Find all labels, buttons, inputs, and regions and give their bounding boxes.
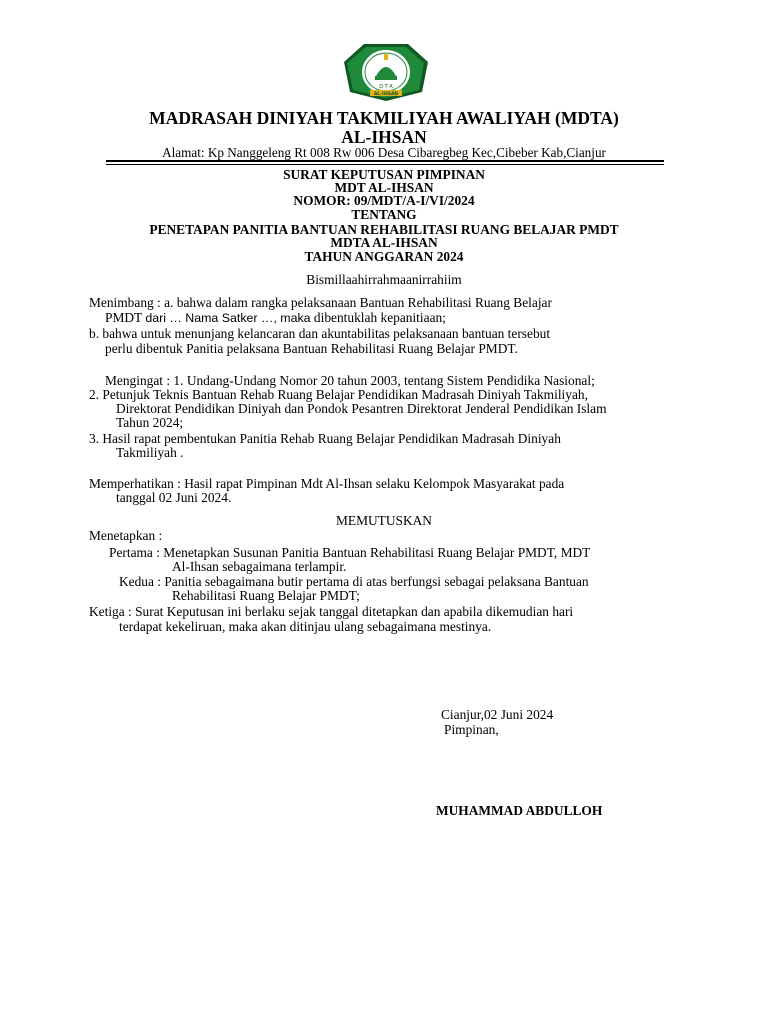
mengingat-line4: Tahun 2024; xyxy=(116,415,184,430)
school-logo xyxy=(342,42,430,102)
decree-institution: MDT AL-IHSAN xyxy=(334,180,434,195)
kedua-line2: Rehabilitasi Ruang Belajar PMDT; xyxy=(172,588,360,603)
decree-number: NOMOR: 09/MDT/A-I/VI/2024 xyxy=(293,193,475,208)
mengingat-line6: Takmiliyah . xyxy=(116,445,184,460)
decree-subject: PENETAPAN PANITIA BANTUAN REHABILITASI RUANG BELAJAR PMDT xyxy=(149,222,619,237)
ketiga-line1: Ketiga : Surat Keputusan ini berlaku sejak tanggal ditetapkan dan apabila dikemudian hari xyxy=(89,604,574,619)
menetapkan-label: Menetapkan : xyxy=(89,528,163,543)
header-divider-thin xyxy=(106,164,664,165)
memutuskan-heading: MEMUTUSKAN xyxy=(336,513,432,528)
school-short-name: AL-IHSAN xyxy=(341,127,427,147)
pertama-line2: Al-Ihsan sebagaimana terlampir. xyxy=(172,559,347,574)
kedua-line1: Kedua : Panitia sebagaimana butir pertama di atas berfungsi sebagai pelaksana Bantuan xyxy=(119,574,589,589)
menimbang-b-line1: b. bahwa untuk menunjang kelancaran dan akuntabilitas pelaksanaan bantuan tersebut xyxy=(89,326,551,341)
pertama-line1: Pertama : Menetapkan Susunan Panitia Bantuan Rehabilitasi Ruang Belajar PMDT, MDT xyxy=(109,545,591,560)
mengingat-line2: 2. Petunjuk Teknis Bantuan Rehab Ruang Belajar Pendidikan Madrasah Diniyah Takmiliyah, xyxy=(89,387,588,402)
menimbang-b-line2: perlu dibentuk Panitia pelaksana Bantuan Rehabilitasi Ruang Belajar PMDT. xyxy=(105,341,518,356)
signature-role: Pimpinan, xyxy=(444,722,499,737)
svg-text:AL-IHSAN: AL-IHSAN xyxy=(373,92,399,97)
mengingat-line1: Mengingat : 1. Undang-Undang Nomor 20 tahun 2003, tentang Sistem Pendidika Nasional; xyxy=(105,373,595,388)
decree-subject-line2: MDTA AL-IHSAN xyxy=(330,235,438,250)
signatory-name: MUHAMMAD ABDULLOH xyxy=(436,803,603,818)
school-address: Alamat: Kp Nanggeleng Rt 008 Rw 006 Desa Cibaregbeg Kec,Cibeber Kab,Cianjur xyxy=(162,145,606,160)
bismillah: Bismillaahirrahmaanirrahiim xyxy=(306,272,462,287)
school-name: MADRASAH DINIYAH TAKMILIYAH AWALIYAH (MDTA) xyxy=(149,108,619,128)
ketiga-line2: terdapat kekeliruan, maka akan ditinjau ulang sebagaimana mestinya. xyxy=(119,619,492,634)
decree-about: TENTANG xyxy=(351,207,417,222)
mengingat-line5: 3. Hasil rapat pembentukan Panitia Rehab Ruang Belajar Pendidikan Madrasah Diniyah xyxy=(89,431,561,446)
svg-text:D T A: D T A xyxy=(379,84,393,90)
memperhatikan-line1: Memperhatikan : Hasil rapat Pimpinan Mdt Al-Ihsan selaku Kelompok Masyarakat pada xyxy=(89,476,565,491)
decree-title: SURAT KEPUTUSAN PIMPINAN xyxy=(283,167,485,182)
signature-place-date: Cianjur,02 Juni 2024 xyxy=(441,707,554,722)
decree-year: TAHUN ANGGARAN 2024 xyxy=(304,249,464,264)
menimbang-a-line1: Menimbang : a. bahwa dalam rangka pelaksanaan Bantuan Rehabilitasi Ruang Belajar xyxy=(89,295,552,310)
header-divider xyxy=(106,160,664,162)
menimbang-a-line2: PMDT dari … Nama Satker …, maka dibentuklah kepanitiaan; xyxy=(105,310,446,325)
memperhatikan-line2: tanggal 02 Juni 2024. xyxy=(116,490,232,505)
mengingat-line3: Direktorat Pendidikan Diniyah dan Pondok Pesantren Direktorat Jenderal Pendidikan Islam xyxy=(116,401,607,416)
